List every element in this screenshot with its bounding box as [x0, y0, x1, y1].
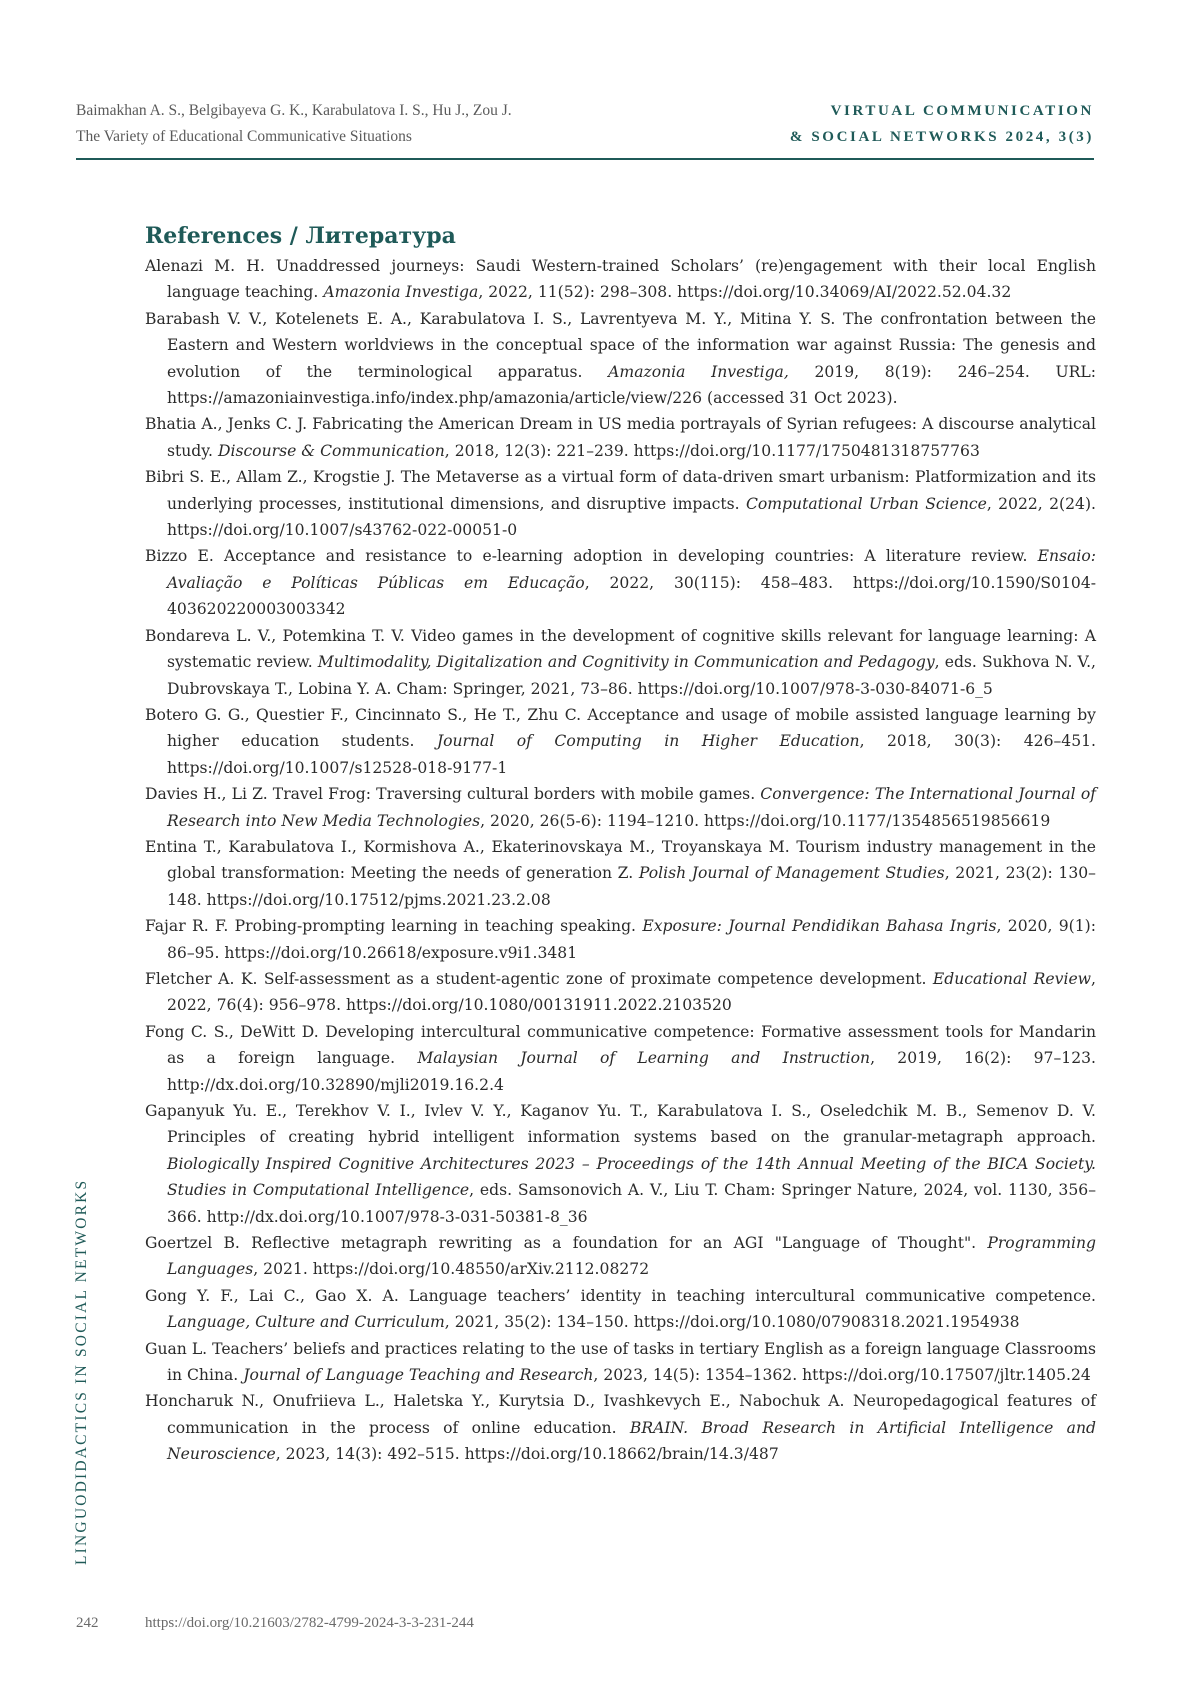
reference-text: Barabash V. V., Kotelenets E. A., Karabulatova I. S., Lavrentyeva M. Y., Mitina Y. S. The confrontation between the Eastern and Western worldviews in the conceptual space of the information war against Russia: The genesis and evolution of the terminological apparatus. — [145, 309, 1096, 381]
reference-text: Bhatia A., Jenks C. J. Fabricating the American Dream in US media portrayals of Syrian refugees: A discourse analytical study. — [145, 415, 1096, 460]
reference-text: Goertzel B. Reflective metagraph rewriting as a foundation for an AGI "Language of Thought". — [145, 1234, 988, 1253]
reference-source-title: Computational Urban Science — [745, 494, 987, 513]
reference-text: Fajar R. F. Probing-prompting learning in teaching speaking. — [145, 917, 643, 936]
header-authors: Baimakhan A. S., Belgibayeva G. K., Karabulatova I. S., Hu J., Zou J. — [76, 102, 512, 119]
reference-details: , 2022, 2(24). https://doi.org/10.1007/s43762-022-00051-0 — [167, 494, 1096, 540]
reference-entry — [145, 966, 1096, 1019]
header-article-title: The Variety of Educational Communicative Situations — [76, 128, 412, 145]
reference-source-title: Biologically Inspired Cognitive Architectures 2023 – Proceedings of the 14th Annual Meeting of the BICA Society. Studies in Computational Intelligence — [167, 1154, 1096, 1200]
journal-name-line2: & SOCIAL NETWORKS 2024, 3(3) — [789, 129, 1094, 145]
header-left — [76, 98, 512, 150]
reference-details: , 2023, 14(3): 492–515. https://doi.org/10.18662/brain/14.3/487 — [275, 1445, 779, 1464]
reference-source-title: Programming Languages — [167, 1234, 1096, 1279]
reference-entry — [145, 834, 1096, 913]
reference-entry — [145, 1230, 1096, 1283]
reference-text: Bibri S. E., Allam Z., Krogstie J. The Metaverse as a virtual form of data-driven smart urbanism: Platformization and its underlying processes, institutional dimensions, and disruptive impacts. — [145, 468, 1096, 513]
reference-text: Gapanyuk Yu. E., Terekhov V. I., Ivlev V. Y., Kaganov Yu. T., Karabulatova I. S., Oseledchik M. B., Semenov D. V. Principles of creating hybrid intelligent information systems based on the granular-metagraph approach. — [145, 1102, 1096, 1147]
reference-entry — [145, 543, 1096, 622]
reference-entry — [145, 464, 1096, 543]
reference-entry — [145, 1019, 1096, 1098]
reference-details: , eds. Samsonovich A. V., Liu T. Cham: Springer Nature, 2024, vol. 1130, 356–366. http://dx.doi.org/10.1007/978-3-031-50381-8_36 — [167, 1181, 1096, 1226]
reference-text: Entina T., Karabulatova I., Kormishova A., Ekaterinovskaya M., Troyanskaya M. Tourism industry management in the global transformation: Meeting the needs of generation Z. — [145, 837, 1096, 883]
reference-source-title: Ensaio: Avaliação e Políticas Públicas em Educação — [167, 547, 1096, 592]
reference-entry — [145, 1098, 1096, 1230]
reference-text: Bizzo E. Acceptance and resistance to e-learning adoption in developing countries: A literature review. — [145, 547, 1038, 566]
reference-entry — [145, 781, 1096, 834]
reference-text: Guan L. Teachers’ beliefs and practices relating to the use of tasks in tertiary English as a foreign language Classrooms in China. — [145, 1339, 1096, 1385]
reference-source-title: BRAIN. Broad Research in Artificial Intelligence and Neuroscience — [167, 1418, 1096, 1464]
reference-entry — [145, 253, 1096, 306]
reference-details: , 2021, 35(2): 134–150. https://doi.org/10.1080/07908318.2021.1954938 — [444, 1313, 1020, 1332]
header-journal — [790, 98, 1094, 150]
reference-text: Fong C. S., DeWitt D. Developing intercultural communicative competence: Formative assessment tools for Mandarin as a foreign language. — [145, 1022, 1096, 1068]
footer-doi-link[interactable]: https://doi.org/10.21603/2782-4799-2024-3-3-231-244 — [145, 1615, 474, 1631]
reference-entry — [145, 411, 1096, 464]
reference-source-title: Polish Journal of Management Studies — [638, 864, 945, 883]
reference-source-title: Multimodality, Digitalization and Cognitivity in Communication and Pedagogy — [317, 653, 935, 672]
reference-source-title: Educational Review — [932, 969, 1092, 988]
reference-details: , 2019, 16(2): 97–123. http://dx.doi.org/10.32890/mjli2019.16.2.4 — [167, 1049, 1096, 1094]
reference-details: 2019, 8(19): 246–254. URL: https://amazoniainvestiga.info/index.php/amazonia/article/view/226 (accessed 31 Oct 2023). — [167, 362, 1096, 408]
reference-details: , 2022, 11(52): 298–308. https://doi.org/10.34069/AI/2022.52.04.32 — [478, 283, 1012, 302]
reference-source-title: Convergence: The International Journal of Research into New Media Technologies — [167, 785, 1096, 830]
reference-text: Fletcher A. K. Self-assessment as a student-agentic zone of proximate competence development. — [145, 969, 933, 988]
reference-source-title: Journal of Computing in Higher Education — [436, 732, 860, 751]
reference-text: Honcharuk N., Onufriieva L., Haletska Y., Kurytsia D., Ivashkevych E., Nabochuk A. Neuropedagogical features of communication in the process of online education. — [145, 1392, 1096, 1437]
reference-entry — [145, 623, 1096, 702]
reference-source-title: Language, Culture and Curriculum — [167, 1313, 445, 1332]
reference-details: , 2020, 26(5-6): 1194–1210. https://doi.org/10.1177/1354856519856619 — [480, 811, 1051, 830]
reference-details: , 2022, 30(115): 458–483. https://doi.org/10.1590/S0104-403620220003003342 — [167, 573, 1097, 619]
running-header — [76, 96, 1094, 160]
references-heading: References / Литература — [145, 223, 456, 249]
journal-name-line1: VIRTUAL COMMUNICATION — [830, 103, 1094, 119]
reference-text: Botero G. G., Questier F., Cincinnato S., He T., Zhu C. Acceptance and usage of mobile assisted language learning by higher education students. — [145, 705, 1096, 751]
reference-text: Davies H., Li Z. Travel Frog: Traversing cultural borders with mobile games. — [145, 785, 761, 804]
reference-source-title: Journal of Language Teaching and Research — [243, 1366, 594, 1385]
reference-text: Bondareva L. V., Potemkina T. V. Video games in the development of cognitive skills relevant for language learning: A systematic review. — [145, 626, 1096, 672]
reference-list — [145, 253, 1096, 1468]
reference-details: , eds. Sukhova N. V., Dubrovskaya T., Lobina Y. A. Cham: Springer, 2021, 73–86. https://doi.org/10.1007/978-3-030-84071-6_5 — [167, 653, 1096, 698]
reference-details: , 2018, 12(3): 221–239. https://doi.org/10.1177/1750481318757763 — [444, 441, 980, 460]
reference-source-title: Amazonia Investiga — [323, 283, 479, 302]
reference-entry — [145, 913, 1096, 966]
reference-details: , 2021. https://doi.org/10.48550/arXiv.2112.08272 — [253, 1260, 650, 1279]
reference-entry — [145, 702, 1096, 781]
reference-entry — [145, 1388, 1096, 1467]
page-number: 242 — [76, 1615, 99, 1631]
reference-details: , 2020, 9(1): 86–95. https://doi.org/10.26618/exposure.v9i1.3481 — [167, 917, 1097, 962]
reference-text: Gong Y. F., Lai C., Gao X. A. Language teachers’ identity in teaching intercultural communicative competence. — [145, 1286, 1096, 1305]
reference-entry — [145, 306, 1096, 412]
reference-details: , 2023, 14(5): 1354–1362. https://doi.org/10.17507/jltr.1405.24 — [593, 1366, 1091, 1385]
reference-source-title: Malaysian Journal of Learning and Instruction — [417, 1049, 871, 1068]
reference-text: Alenazi M. H. Unaddressed journeys: Saudi Western-trained Scholars’ (re)engagement with their local English language teaching. — [145, 257, 1096, 302]
reference-details: , 2022, 76(4): 956–978. https://doi.org/10.1080/00131911.2022.2103520 — [167, 969, 1096, 1015]
reference-entry — [145, 1283, 1096, 1336]
reference-details: , 2021, 23(2): 130–148. https://doi.org/10.17512/pjms.2021.23.2.08 — [167, 864, 1096, 909]
reference-source-title: Exposure: Journal Pendidikan Bahasa Ingris — [642, 917, 997, 936]
reference-entry — [145, 1336, 1096, 1389]
reference-source-title: Amazonia Investiga, — [608, 362, 789, 381]
reference-details: , 2018, 30(3): 426–451. https://doi.org/10.1007/s12528-018-9177-1 — [167, 732, 1097, 777]
side-section-label: LINGUODIDACTICS IN SOCIAL NETWORKS — [73, 1178, 90, 1565]
reference-source-title: Discourse & Communication — [217, 441, 445, 460]
